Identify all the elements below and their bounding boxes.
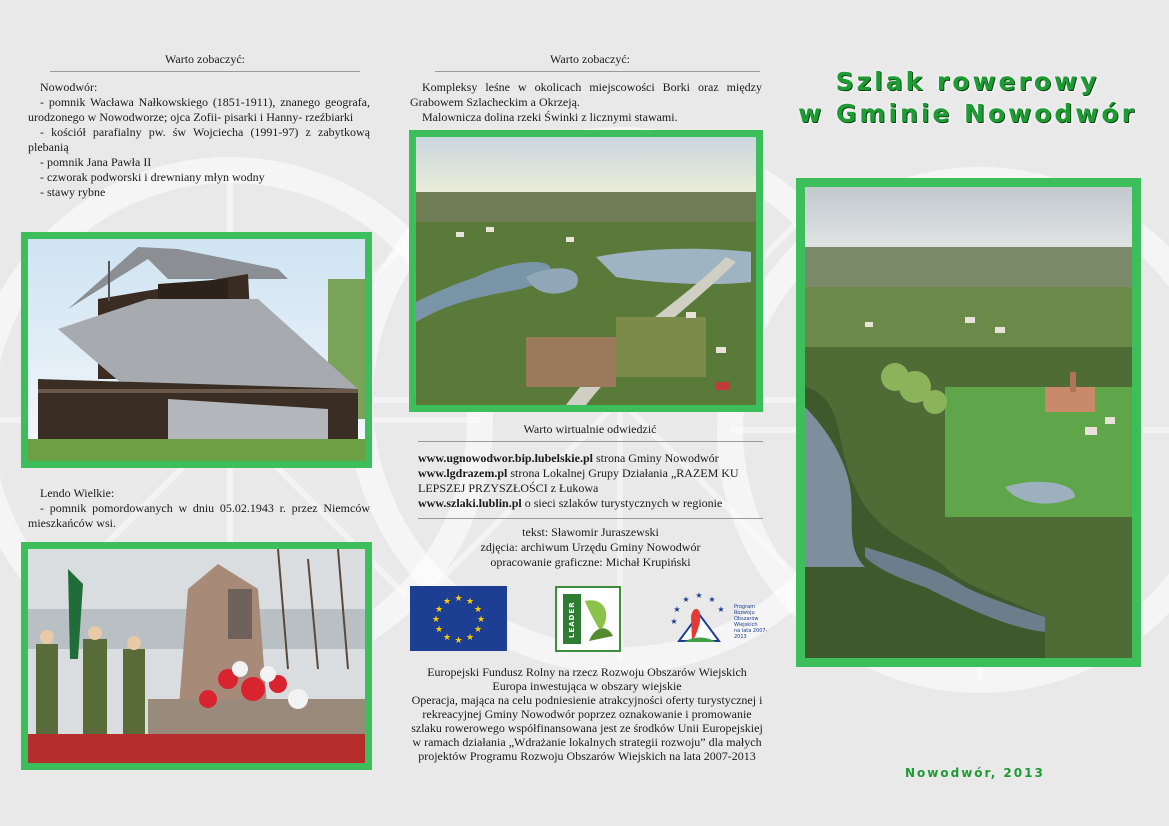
title-line-2: w Gminie Nowodwór: [798, 99, 1137, 128]
lendo-title: Lendo Wielkie:: [40, 486, 115, 500]
brochure-title: [790, 66, 1145, 130]
left-heading: Warto zobaczyć:: [165, 52, 245, 66]
lgd-website-link[interactable]: www.lgdrazem.pl: [418, 466, 508, 480]
title-line-1: Szlak rowerowy: [835, 67, 1100, 96]
svg-text:★: ★: [695, 591, 703, 600]
credit-photos: zdjęcia: archiwum Urzędu Gminy Nowodwór: [480, 540, 701, 554]
nowodwor-item: - pomnik Jana Pawła II: [40, 155, 152, 169]
river-valley-aerial-photo: [409, 130, 763, 412]
virtual-heading-divider: [418, 441, 763, 442]
svg-text:★: ★: [476, 615, 486, 625]
prow-line: na lata 2007-2013: [734, 628, 768, 640]
svg-text:★: ★: [454, 594, 463, 604]
svg-text:★: ★: [434, 605, 444, 615]
nowodwor-item: - czworak podworski i drewniany młyn wodny: [40, 170, 265, 184]
nowodwor-item: - kościół parafialny pw. św Wojciecha (1991-97) z zabytkową plebanią: [28, 125, 370, 154]
prow-logo: [664, 586, 768, 652]
lendo-section: [28, 486, 370, 531]
svg-text:★: ★: [670, 617, 678, 626]
virtual-visit-heading: Warto wirtualnie odwiedzić: [523, 422, 657, 436]
prow-text: [734, 604, 768, 640]
svg-text:★: ★: [465, 597, 475, 607]
leader-logo: [555, 586, 621, 652]
credit-graphics: opracowanie graficzne: Michał Krupiński: [490, 555, 691, 569]
svg-text:★: ★: [708, 595, 716, 604]
nowodwor-section: [28, 80, 370, 200]
svg-text:★: ★: [465, 633, 475, 643]
svg-text:★: ★: [473, 625, 483, 635]
wooden-mill-photo: [21, 232, 372, 468]
svg-text:★: ★: [673, 605, 681, 614]
links-divider: [418, 518, 763, 519]
nowodwor-item: - stawy rybne: [40, 185, 106, 199]
svg-text:★: ★: [454, 636, 463, 646]
link-description: strona Gminy Nowodwór: [592, 451, 719, 465]
svg-text:★: ★: [431, 615, 441, 625]
link-entry: [418, 451, 763, 466]
svg-text:★: ★: [442, 633, 452, 643]
credits-section: [418, 525, 763, 570]
svg-text:★: ★: [473, 605, 483, 615]
prow-line: Program: [734, 604, 756, 610]
nowodwor-title: Nowodwór:: [40, 80, 98, 94]
link-description: strona Lokalnej Grupy Działania „RAZEM KU LEPSZEJ PRZYSZŁOŚCI z Łukowa: [418, 466, 739, 495]
svg-text:★: ★: [434, 625, 444, 635]
svg-text:★: ★: [682, 595, 690, 604]
link-entry: [418, 466, 763, 496]
gmina-website-link[interactable]: www.ugnowodwor.bip.lubelskie.pl: [418, 451, 593, 465]
link-entry: [418, 496, 763, 511]
efrrow-text: Europejski Fundusz Rolny na rzecz Rozwoju Obszarów Wiejskich: [427, 665, 747, 679]
prow-line: Obszarów: [734, 616, 759, 622]
nowodwor-item: - pomnik Wacława Nałkowskiego (1851-1911), znanego geografa, urodzonego w Nowodworze; ojca Zofii- pisarki i Hanny- rzeźbiarki: [28, 95, 370, 124]
funding-section: [408, 665, 766, 763]
forests-paragraph: Kompleksy leśne w okolicach miejscowości Borki oraz między Grabowem Szlacheckim a Okrzeją.: [410, 80, 762, 109]
middle-heading: Warto zobaczyć:: [550, 52, 630, 66]
trails-website-link[interactable]: www.szlaki.lublin.pl: [418, 496, 522, 510]
links-section: [418, 451, 763, 511]
svg-text:★: ★: [442, 597, 452, 607]
lendo-item: - pomnik pomordowanych w dniu 05.02.1943 r. przez Niemców mieszkańców wsi.: [28, 501, 370, 530]
valley-paragraph: Malownicza dolina rzeki Świnki z licznymi stawami.: [422, 110, 678, 124]
credit-text: tekst: Sławomir Juraszewski: [522, 525, 659, 539]
middle-heading-divider: [435, 71, 760, 72]
operation-description: Operacja, mająca na celu podniesienie atrakcyjności oferty turystycznej i rekreacyjnej Gminy Nowodwór poprzez oznakowanie i promowanie szlaku rowerowego współfinansowana jest ze środków Unii Europejskiej w ramach działania „Wdrażanie lokalnych strategii rozwoju” dla małych projektów Programu Rozwoju Obszarów Wiejskich na lata 2007-2013: [411, 693, 763, 763]
memorial-ceremony-photo: [21, 542, 372, 770]
prow-line: Wiejskich: [734, 622, 758, 628]
middle-intro: [410, 80, 762, 125]
footer-date: Nowodwór, 2013: [905, 766, 1045, 780]
village-aerial-photo: [796, 178, 1141, 667]
leader-text: LEADER: [568, 601, 576, 639]
eu-flag-logo: [410, 586, 507, 651]
link-description: o sieci szlaków turystycznych w regionie: [521, 496, 723, 510]
eu-slogan: Europa inwestująca w obszary wiejskie: [492, 679, 682, 693]
svg-text:★: ★: [717, 605, 725, 614]
prow-line: Rozwoju: [734, 610, 755, 616]
left-heading-divider: [50, 71, 360, 72]
